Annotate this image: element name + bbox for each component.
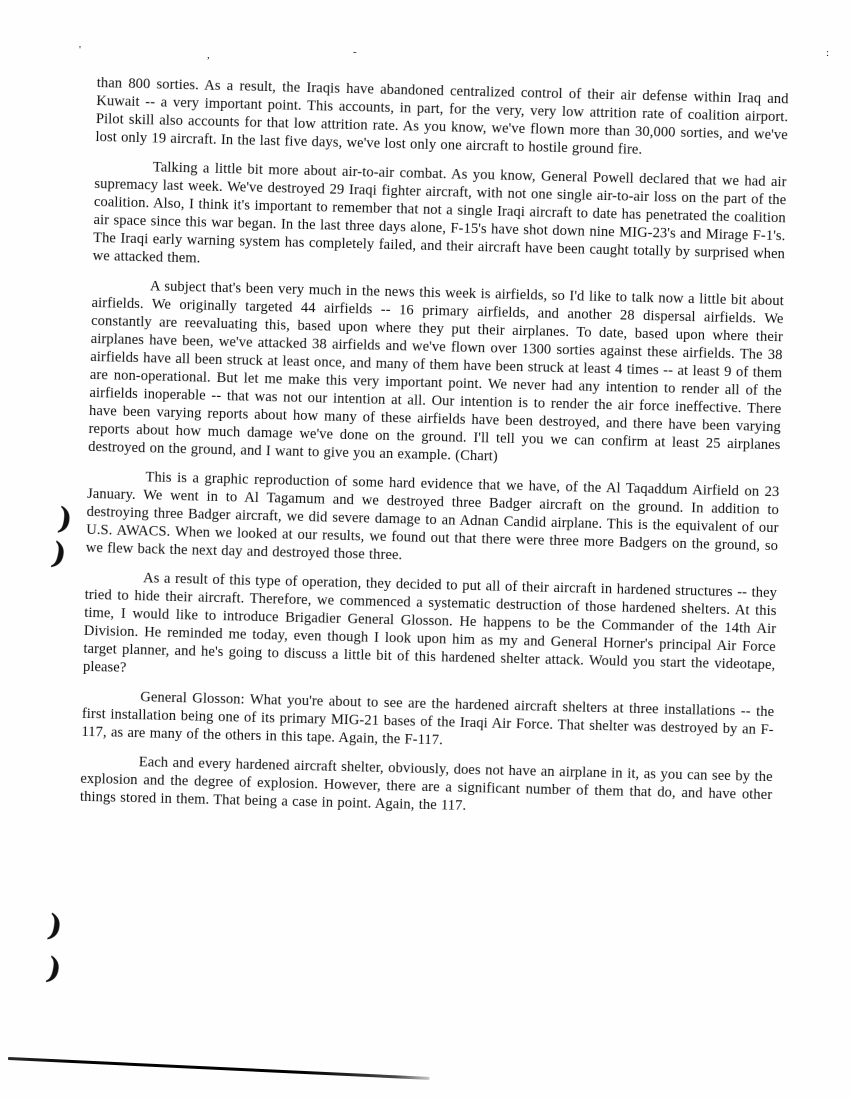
handwritten-paren-mark: ): [45, 908, 66, 945]
paragraph-al-taqaddum: This is a graphic reproduction of some hard evidence that we have, of the Al Taqaddum Airfield on 23 January. We went in to Al Tagamum and we destroyed three Badger aircraft on the ground. In addition to destroying three Badger aircraft, we did severe damage to an Adnan Candid airplane. This is the equivalent of our U.S. AWACS. When we looked at our results, we found out that there were three more Badgers on the ground, so we flew back the next day and destroyed those three.: [85, 469, 780, 564]
scan-speck-artifact: -: [353, 46, 357, 58]
handwritten-paren-mark: ): [43, 950, 65, 989]
paragraph-sorties-attrition: than 800 sorties. As a result, the Iraqis have abandoned centralized control of their air defense within Iraq and Kuwait -- a very important point. This accounts, in part, for the very, very low attrition rate of coalition airport. Pilot skill also accounts for that low attrition rate. As you know, we've flown more than 30,000 sorties, and we've lost only 19 aircraft. In the last five days, we've lost only one aircraft to hostile ground fire.: [95, 74, 789, 158]
paragraph-airfields: A subject that's been very much in the news this week is airfields, so I'd like to talk now a little bit about airfields. We originally targeted 44 airfields -- 16 primary airfields, and another 28 dispersal airfields. We constantly are reevaluating this, based upon where they put their airplanes. To date, based upon where their airplanes have been, we've attacked 38 airfields and we've flown over 1300 sorties against these airfields. The 38 airfields have all been struck at least once, and many of them have been struck at least 4 times -- at least 9 of them are non-operational. But let me make this very important point. We never had any intention to render all of the airfields inoperable -- that was not our intention at all. Our intention is to render the air force ineffective. There have been varying reports about how many of these airfields have been destroyed, and there have been varying reports about how much damage we've done on the ground. I'll tell you we can confirm at least 25 airplanes destroyed on the ground, and I want to give you an example. (Chart): [88, 278, 785, 465]
transcript-text-block: [79, 74, 788, 833]
paragraph-shelter-explosions: Each and every hardened aircraft shelter, obviously, does not have an airplane in it, as you can see by the explosion and the degree of explosion. However, there are a significant number of them that do, and have other things stored in them. That being a case in point. Again, the 117.: [79, 754, 773, 814]
paragraph-air-to-air-combat: Talking a little bit more about air-to-air combat. As you know, General Powell declared that we had air supremacy last week. We've destroyed 29 Iraqi fighter aircraft, with not one single air-to-air loss on the part of the coalition. Also, I think it's important to remember that not a single Iraqi aircraft to date has penetrated the coalition air space since this war began. In the last three days alone, F-15's have shot down nine MIG-23's and Mirage F-1's. The Iraqi early warning system has completely failed, and their aircraft have been caught totally by surprised when we attacked them.: [92, 159, 787, 267]
handwritten-paren-mark: ): [48, 535, 70, 574]
paragraph-hardened-shelters-intro: As a result of this type of operation, they decided to put all of their aircraft in hardened structures -- they tried to hide their aircraft. Therefore, we commenced a systematic destruction of those hardened shelters. At this time, I would like to introduce Brigadier General Glosson. He happens to be the Commander of the 14th Air Division. He reminded me today, even though I look upon him as my and General Horner's principal Air Force target planner, and he's going to discuss a little bit of this hardened shelter attack. Would you start the videotape, please?: [82, 570, 778, 676]
handwritten-paren-mark: ): [55, 501, 75, 538]
paragraph-general-glosson: General Glosson: What you're about to see are the hardened aircraft shelters at three installations -- the first installation being one of its primary MIG-21 bases of the Iraqi Air Force. That shelter was destroyed by an F-117, as are many of the others in this tape. Again, the F-117.: [81, 689, 775, 749]
scan-speck-artifact: ,: [207, 49, 210, 61]
scan-speck-artifact: ': [79, 44, 81, 56]
scan-line-artifact: [8, 1057, 430, 1080]
scan-speck-artifact: :: [826, 47, 830, 59]
